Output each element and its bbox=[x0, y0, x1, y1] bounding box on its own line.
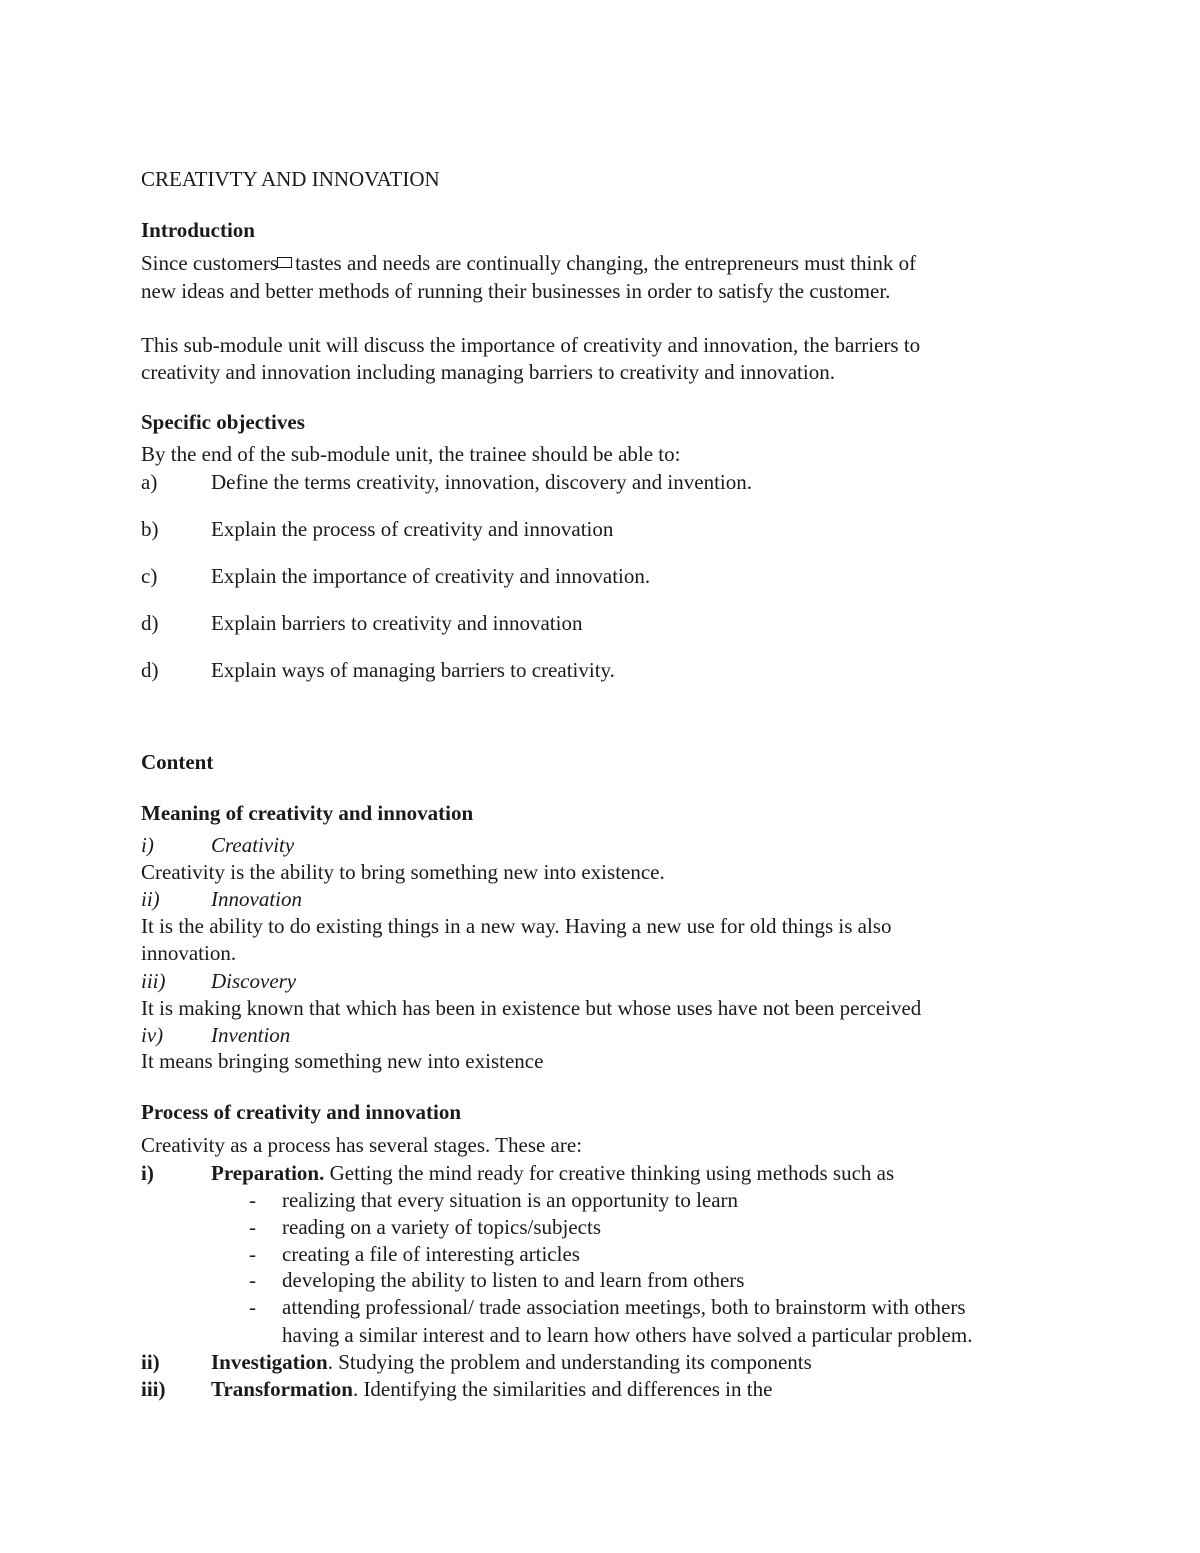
stage-name: Transformation bbox=[211, 1377, 353, 1401]
intro-para1-line1-b: tastes and needs are continually changing, the entrepreneurs must think of bbox=[295, 251, 917, 275]
stage-text bbox=[211, 1159, 894, 1187]
term-definition: It is the ability to do existing things in a new way. Having a new use for old things is also bbox=[141, 914, 892, 938]
objective-text: Explain the process of creativity and innovation bbox=[211, 517, 614, 541]
stage-label: iii) bbox=[141, 1377, 166, 1401]
objectives-lead: By the end of the sub-module unit, the trainee should be able to: bbox=[141, 442, 681, 466]
stage-label: ii) bbox=[141, 1350, 160, 1374]
content-heading: Content bbox=[141, 750, 214, 774]
stage-desc: . Studying the problem and understanding its components bbox=[327, 1350, 812, 1374]
bullet-dash: - bbox=[249, 1188, 256, 1212]
bullet-text: realizing that every situation is an opportunity to learn bbox=[282, 1188, 739, 1212]
term-name: Innovation bbox=[211, 887, 302, 911]
term-name: Invention bbox=[211, 1023, 291, 1047]
meaning-heading: Meaning of creativity and innovation bbox=[141, 801, 474, 825]
objective-label: c) bbox=[141, 564, 158, 588]
objectives-heading: Specific objectives bbox=[141, 410, 305, 434]
term-label: ii) bbox=[141, 887, 160, 911]
bullet-dash: - bbox=[249, 1215, 256, 1239]
stage-text bbox=[211, 1375, 772, 1403]
stage-label: i) bbox=[141, 1161, 154, 1185]
intro-para2-line2: creativity and innovation including managing barriers to creativity and innovation. bbox=[141, 360, 835, 384]
stage-text bbox=[211, 1348, 812, 1376]
bullet-dash: - bbox=[249, 1242, 256, 1266]
objective-text: Explain barriers to creativity and innovation bbox=[211, 611, 583, 635]
term-name: Discovery bbox=[211, 969, 297, 993]
objective-label: d) bbox=[141, 658, 159, 682]
bullet-dash: - bbox=[249, 1268, 256, 1292]
bullet-text: attending professional/ trade association meetings, both to brainstorm with others bbox=[282, 1295, 966, 1319]
stage-name: Preparation. bbox=[211, 1161, 325, 1185]
intro-para1-line1 bbox=[141, 249, 916, 277]
intro-para1-line2: new ideas and better methods of running their businesses in order to satisfy the customer. bbox=[141, 279, 891, 303]
term-definition: innovation. bbox=[141, 941, 237, 965]
stage-name: Investigation bbox=[211, 1350, 328, 1374]
missing-glyph-icon bbox=[277, 257, 292, 268]
term-definition: It means bringing something new into existence bbox=[141, 1049, 544, 1073]
document-title: CREATIVTY AND INNOVATION bbox=[141, 167, 440, 191]
term-label: iv) bbox=[141, 1023, 164, 1047]
introduction-heading: Introduction bbox=[141, 218, 255, 242]
stage-desc: Getting the mind ready for creative thinking using methods such as bbox=[324, 1161, 895, 1185]
process-lead: Creativity as a process has several stages. These are: bbox=[141, 1133, 583, 1157]
objective-label: d) bbox=[141, 611, 159, 635]
objective-label: b) bbox=[141, 517, 159, 541]
process-heading: Process of creativity and innovation bbox=[141, 1100, 462, 1124]
stage-desc: . Identifying the similarities and differences in the bbox=[352, 1377, 773, 1401]
term-label: i) bbox=[141, 833, 154, 857]
term-label: iii) bbox=[141, 969, 166, 993]
intro-para2-line1: This sub-module unit will discuss the importance of creativity and innovation, the barriers to bbox=[141, 333, 921, 357]
bullet-dash: - bbox=[249, 1295, 256, 1319]
objective-text: Define the terms creativity, innovation, discovery and invention. bbox=[211, 470, 752, 494]
objective-text: Explain ways of managing barriers to creativity. bbox=[211, 658, 615, 682]
bullet-text: developing the ability to listen to and learn from others bbox=[282, 1268, 745, 1292]
objective-label: a) bbox=[141, 470, 158, 494]
term-definition: Creativity is the ability to bring something new into existence. bbox=[141, 860, 665, 884]
bullet-text: reading on a variety of topics/subjects bbox=[282, 1215, 601, 1239]
intro-para1-line1-a: Since customers bbox=[141, 251, 279, 275]
term-definition: It is making known that which has been in existence but whose uses have not been perceived bbox=[141, 996, 922, 1020]
bullet-text: creating a file of interesting articles bbox=[282, 1242, 580, 1266]
objective-text: Explain the importance of creativity and innovation. bbox=[211, 564, 651, 588]
term-name: Creativity bbox=[211, 833, 295, 857]
bullet-text: having a similar interest and to learn how others have solved a particular problem. bbox=[282, 1323, 973, 1347]
